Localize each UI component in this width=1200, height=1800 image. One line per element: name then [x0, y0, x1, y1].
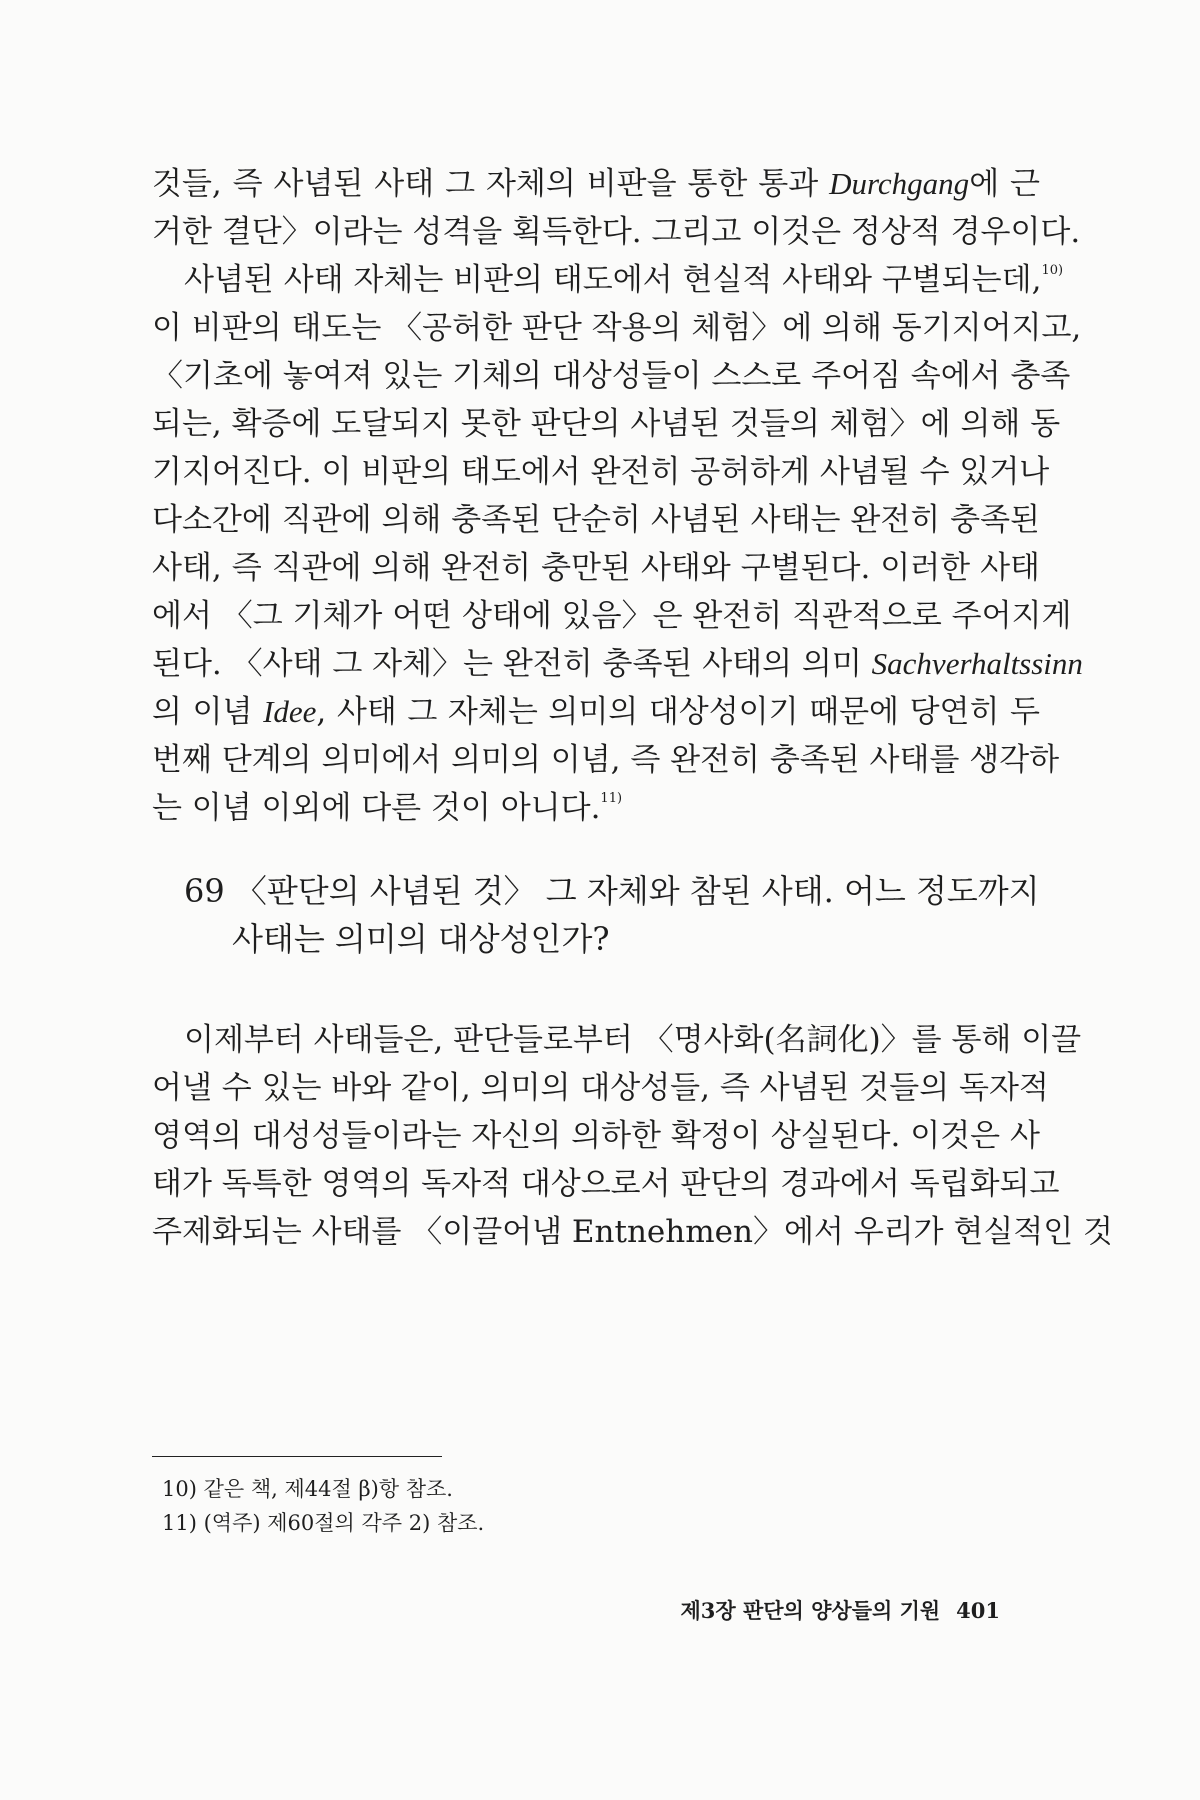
- body-line: 거한 결단〉이라는 성격을 획득한다. 그리고 이것은 정상적 경우이다.: [152, 214, 1081, 250]
- footnote-ref-11: 11): [600, 791, 623, 806]
- footnote-11: 11) (역주) 제60절의 각주 2) 참조.: [162, 1511, 485, 1535]
- body-line: 어낼 수 있는 바와 같이, 의미의 대상성들, 즉 사념된 것들의 독자적: [152, 1070, 1049, 1106]
- body-line: 의 이념 Idee, 사태 그 자체는 의미의 대상성이기 때문에 당연히 두: [152, 694, 1040, 730]
- footnote-divider: [152, 1456, 442, 1457]
- body-line: 에서 〈그 기체가 어떤 상태에 있음〉은 완전히 직관적으로 주어지게: [152, 598, 1072, 634]
- body-line: 된다. 〈사태 그 자체〉는 완전히 충족된 사태의 의미 Sachverhaltssinn: [152, 646, 1083, 682]
- footnote-10: 10) 같은 책, 제44절 β)항 참조.: [162, 1477, 453, 1501]
- section-title-line2: 사태는 의미의 대상성인가?: [232, 920, 610, 958]
- body-line: 이제부터 사태들은, 판단들로부터 〈명사화(名詞化)〉를 통해 이끌: [184, 1022, 1082, 1058]
- body-line: 번째 단계의 의미에서 의미의 이념, 즉 완전히 충족된 사태를 생각하: [152, 742, 1060, 778]
- section-title-line1: 〈판단의 사념된 것〉 그 자체와 참된 사태. 어느 정도까지: [234, 872, 1040, 910]
- body-line: 사념된 사태 자체는 비판의 태도에서 현실적 사태와 구별되는데,$^{10)}$: [184, 262, 1064, 298]
- body-line: 사태, 즉 직관에 의해 완전히 충만된 사태와 구별된다. 이러한 사태: [152, 550, 1040, 586]
- chapter-title: 제3장 판단의 양상들의 기원: [680, 1598, 941, 1623]
- body-line: 주제화되는 사태를 〈이끌어냄 Entnehmen〉에서 우리가 현실적인 것: [152, 1214, 1113, 1250]
- page-number: 401: [956, 1598, 1000, 1623]
- body-line: 는 이념 이외에 다른 것이 아니다.$^{11)}$: [152, 790, 623, 826]
- body-line: 것들, 즉 사념된 사태 그 자체의 비판을 통한 통과 Durchgang에 근: [152, 166, 1041, 202]
- running-footer: [610, 1596, 1000, 1626]
- body-line: 이 비판의 태도는 〈공허한 판단 작용의 체험〉에 의해 동기지어지고,: [152, 310, 1082, 346]
- body-line: 다소간에 직관에 의해 충족된 단순히 사념된 사태는 완전히 충족된: [152, 502, 1040, 538]
- body-line: 기지어진다. 이 비판의 태도에서 완전히 공허하게 사념될 수 있거나: [152, 454, 1050, 490]
- footnote-ref-10: 10): [1041, 263, 1064, 278]
- body-line: 되는, 확증에 도달되지 못한 판단의 사념된 것들의 체험〉에 의해 동: [152, 406, 1061, 442]
- body-line: 태가 독특한 영역의 독자적 대상으로서 판단의 경과에서 독립화되고: [152, 1166, 1060, 1202]
- section-heading: [184, 868, 1040, 914]
- body-line: 영역의 대성성들이라는 자신의 의하한 확정이 상실된다. 이것은 사: [152, 1118, 1040, 1154]
- body-line: 〈기초에 놓여져 있는 기체의 대상성들이 스스로 주어짐 속에서 충족: [152, 358, 1071, 394]
- section-number: 69: [184, 872, 225, 910]
